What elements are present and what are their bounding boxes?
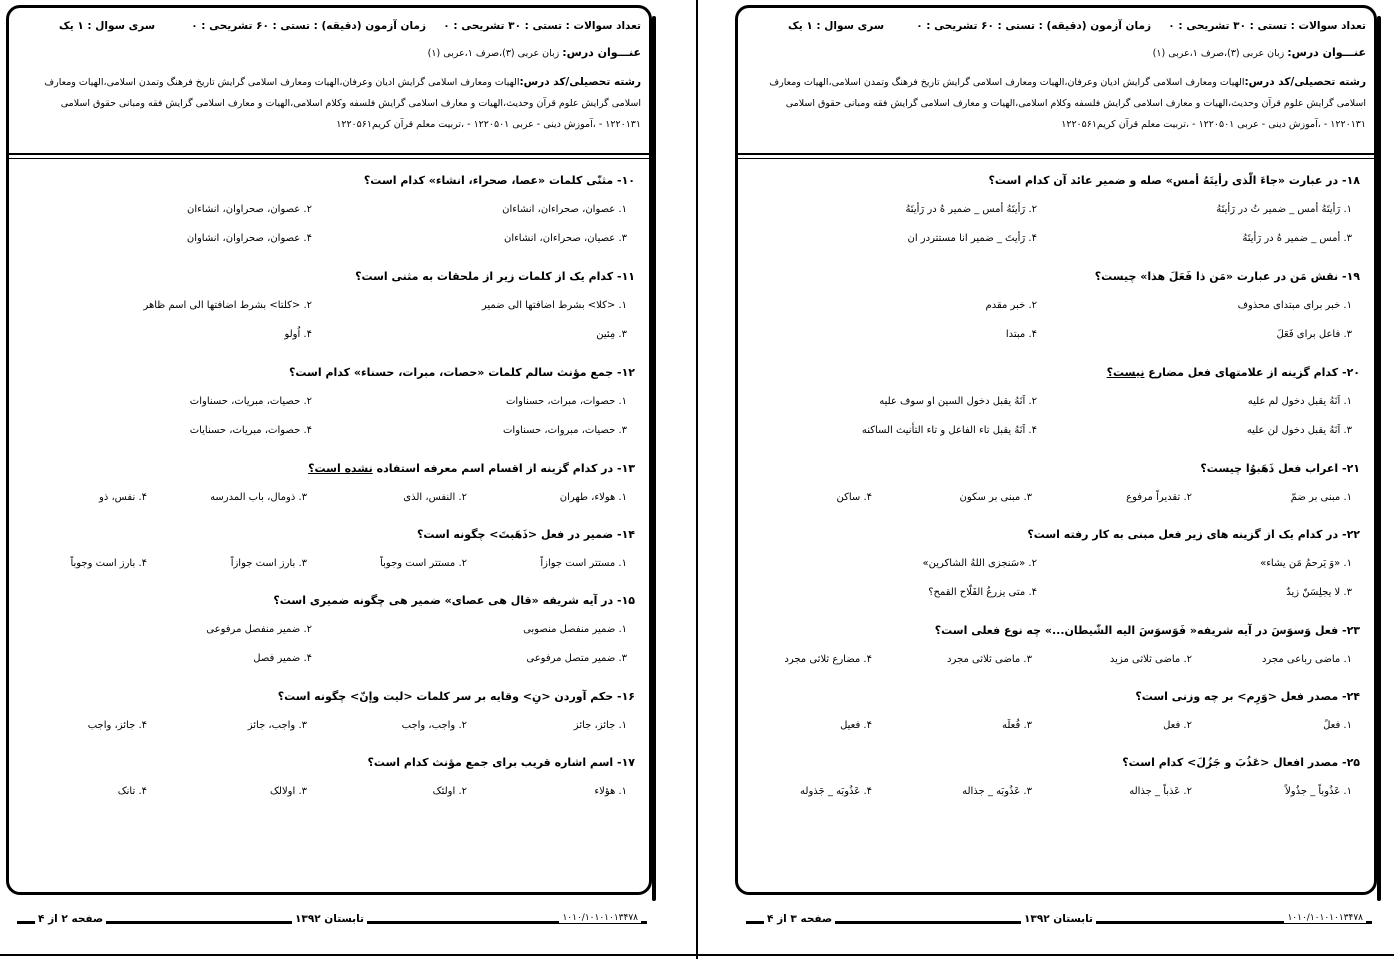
answer-option-1[interactable]: ۱. فعلً bbox=[1323, 720, 1352, 731]
answer-option-2[interactable]: ۲. «سَنجزی اللهُ الشاکرین» bbox=[922, 558, 1037, 569]
page-footer bbox=[746, 913, 1366, 931]
answer-option-3[interactable]: ۳. ضمیر متصل مرفوعی bbox=[526, 653, 627, 664]
question-text: ۱۹- نقش مَن در عبارت «مَن ذا فَعَلَ هذا» چیست؟ bbox=[1094, 270, 1360, 283]
answer-option-2[interactable]: ۲. ضمیر منفصل مرفوعی bbox=[206, 624, 312, 635]
question-block bbox=[9, 360, 649, 456]
question-stem bbox=[417, 528, 635, 541]
course-field-value: الهیات ومعارف اسلامی گرایش ادیان وعرفان،الهیات ومعارف اسلامی گرایش تاریخ فرهنگ وتمدن اسلامی،الهیات ومعارف اسلامی گرایش علوم قرآن وحدیث،الهیات و معارف اسلامی گرایش فلسفه وکلام اسلامی،الهیات و معارف اسلامی گرایش فقه ومبانی حقوق اسلامی ۱۲۲۰۱۳۱ - ،آموزش دینی - عربی ۱۲۲۰۵۰۱ - ،تربیت معلم قرآن کریم۱۲۲۰۵۶۱ bbox=[769, 77, 1366, 130]
question-series: سری سوال : ۱ یک bbox=[59, 20, 156, 32]
exam-header bbox=[738, 8, 1374, 156]
question-stem bbox=[1135, 690, 1360, 703]
question-stem bbox=[273, 594, 635, 607]
course-field bbox=[31, 72, 641, 135]
question-block bbox=[738, 264, 1374, 360]
question-stem bbox=[367, 756, 635, 769]
answer-option-1[interactable]: ۱. ضمیر منفصل منصوبی bbox=[523, 624, 627, 635]
question-block bbox=[738, 750, 1374, 816]
answer-option-2[interactable]: ۲. تقدیراً مرفوع bbox=[1126, 492, 1192, 503]
header-divider bbox=[738, 153, 1374, 159]
answer-option-2[interactable]: ۲. <کلتا> بشرط اضافتها الی اسم ظاهر bbox=[143, 300, 312, 311]
exam-term: تابستان ۱۳۹۲ bbox=[1021, 913, 1096, 925]
answer-option-2[interactable]: ۲. عَذباً _ جذاله bbox=[1129, 786, 1192, 797]
answer-option-2[interactable]: ۲. اَنَهُ یقبل دخول السین او سوف علیه bbox=[879, 396, 1037, 407]
question-series: سری سوال : ۱ یک bbox=[788, 20, 885, 32]
course-title-value: زبان عربی (۳)،صرف ۱،عربی (۱) bbox=[427, 48, 563, 59]
answer-option-1[interactable]: ۱. ماضی رباعی مجرد bbox=[1261, 654, 1352, 665]
exam-code: ۱۰۱۰/۱۰۱۰۱۰۱۳۴۷۸ bbox=[559, 913, 641, 923]
question-text: ۱۶- حکم آوردن <نِ> وقایه بر سر کلمات <لیت وإنّ> چگونه است؟ bbox=[277, 690, 635, 703]
course-field-label: رشته تحصیلی/کد درس: bbox=[519, 76, 641, 88]
answer-option-1[interactable]: ۱. <کلا> بشرط اضافتها الی ضمیر bbox=[481, 300, 627, 311]
answer-option-1[interactable]: ۱. حصوات، مبرات، حسناوات bbox=[505, 396, 627, 407]
question-block bbox=[9, 522, 649, 588]
answer-option-2[interactable]: ۲. فعل bbox=[1163, 720, 1192, 731]
answer-option-3[interactable]: ۳. فاعل برای فَعَلَ bbox=[1276, 329, 1352, 340]
page-number: صفحه ۲ از ۴ bbox=[35, 913, 106, 925]
answer-option-2[interactable]: ۲. رَأیتَهُ أمس _ ضمیر هُ در رَأیتَهُ bbox=[905, 204, 1037, 215]
answer-option-1[interactable]: ۱. هؤلاء bbox=[594, 786, 627, 797]
course-title-label: عنـــوان درس: bbox=[562, 46, 641, 59]
bottom-rule bbox=[0, 954, 1394, 956]
question-count: تعداد سوالات : تستی : ۳۰ تشریحی : ۰ bbox=[443, 20, 641, 32]
exam-header bbox=[9, 8, 649, 156]
question-text: ۱۳- در کدام گزینه از اقسام اسم معرفه استفاده bbox=[372, 462, 635, 475]
answer-option-4[interactable]: ۴. مبتدا bbox=[1005, 329, 1037, 340]
question-stem bbox=[1095, 270, 1360, 283]
question-emphasis: نیست؟ bbox=[1106, 366, 1145, 379]
question-text: ۱۱- کدام یک از کلمات زیر از ملحقات به مثنی است؟ bbox=[355, 270, 635, 283]
question-block bbox=[9, 264, 649, 360]
answer-option-1[interactable]: ۱. خبر برای مبتدای محذوف bbox=[1237, 300, 1352, 311]
course-title-value: زبان عربی (۳)،صرف ۱،عربی (۱) bbox=[1152, 48, 1288, 59]
page-frame bbox=[735, 5, 1377, 925]
page-number: صفحه ۳ از ۴ bbox=[764, 913, 835, 925]
answer-option-4[interactable]: ۴. اَنَهُ یقبل تاء الفاعل و تاء التأنیث الساکنه bbox=[861, 425, 1037, 436]
page-separator bbox=[696, 0, 698, 959]
question-block bbox=[9, 168, 649, 264]
course-title-label: عنـــوان درس: bbox=[1287, 46, 1366, 59]
answer-option-3[interactable]: ۳. لا یجلِسَنّ زیدٌ bbox=[1286, 587, 1352, 598]
question-text: ۲۰- کدام گزینه از علامتهای فعل مضارع bbox=[1144, 366, 1360, 379]
question-block bbox=[738, 456, 1374, 522]
question-stem bbox=[935, 624, 1360, 637]
question-stem bbox=[989, 174, 1361, 187]
question-list bbox=[9, 168, 649, 816]
answer-option-1[interactable]: ۱. رَأیتَهُ أمس _ ضمیر تُ در رَأیتَهُ bbox=[1216, 204, 1352, 215]
question-stem bbox=[355, 270, 635, 283]
answer-option-4[interactable]: ۴. عصوان، صحراوان، انشاوان bbox=[186, 233, 312, 244]
question-text: ۱۴- ضمیر در فعل <ذَهَبتَ> چگونه است؟ bbox=[416, 528, 635, 541]
answer-option-2[interactable]: ۲. النفس، الذی bbox=[403, 492, 467, 503]
answer-option-1[interactable]: ۱. جائز، جائز bbox=[573, 720, 627, 731]
course-field bbox=[756, 72, 1366, 135]
exam-code: ۱۰۱۰/۱۰۱۰۱۰۱۳۴۷۸ bbox=[1284, 913, 1366, 923]
answer-option-4[interactable]: ۴. حصوات، مبریات، حسنایات bbox=[189, 425, 312, 436]
answer-option-2[interactable]: ۲. حصیات، مبریات، حسناوات bbox=[189, 396, 312, 407]
answer-option-3[interactable]: ۳. فُعلَه bbox=[1001, 720, 1032, 731]
question-stem bbox=[289, 366, 635, 379]
question-text: ۲۴- مصدر فعل <وَرِم> بر چه وزنی است؟ bbox=[1135, 690, 1360, 703]
answer-option-1[interactable]: ۱. «وَ یَرحمُ مَن یشاء» bbox=[1260, 558, 1352, 569]
answer-option-1[interactable]: ۱. هولاء، طهران bbox=[559, 492, 627, 503]
answer-option-1[interactable]: ۱. مبنی بر ضمّ bbox=[1290, 492, 1352, 503]
answer-option-1[interactable]: ۱. مستتر است جوازاً bbox=[540, 558, 627, 569]
answer-option-3[interactable]: ۳. واجب، جائز bbox=[247, 720, 307, 731]
answer-option-4[interactable]: ۴. مضارع ثلاثی مجرد bbox=[784, 654, 872, 665]
exam-duration: زمان آزمون (دقیقه) : تستی : ۶۰ تشریحی : ۰ bbox=[916, 20, 1151, 32]
answer-option-4[interactable]: ۴. عَذُوبَه _ جَذوله bbox=[800, 786, 872, 797]
question-text: ۱۰- مثنّی کلمات «عصا، صحراء، انشاء» کدام است؟ bbox=[363, 174, 635, 187]
question-block bbox=[9, 750, 649, 816]
page-footer bbox=[17, 913, 641, 931]
question-block bbox=[738, 522, 1374, 618]
answer-option-2[interactable]: ۲. مستتر است وجوباً bbox=[380, 558, 467, 569]
question-block bbox=[9, 684, 649, 750]
answer-option-1[interactable]: ۱. عَذُوباً _ جذُولاً bbox=[1285, 786, 1352, 797]
frame-shadow bbox=[1377, 16, 1381, 901]
question-text: ۱۵- در آیه شریفه «قال هی عصای» ضمیر هی چگونه ضمیری است؟ bbox=[273, 594, 635, 607]
question-text: ۱۲- جمع مؤنث سالم کلمات «حصات، مبرات، حسناء» کدام است؟ bbox=[289, 366, 635, 379]
course-title bbox=[428, 46, 641, 59]
question-stem bbox=[278, 690, 635, 703]
answer-option-4[interactable]: ۴. فعیل bbox=[840, 720, 872, 731]
frame-shadow bbox=[652, 16, 656, 901]
question-stem bbox=[1200, 462, 1360, 475]
answer-option-3[interactable]: ۳. مبنی بر سکون bbox=[959, 492, 1032, 503]
question-count: تعداد سوالات : تستی : ۳۰ تشریحی : ۰ bbox=[1168, 20, 1366, 32]
exam-duration: زمان آزمون (دقیقه) : تستی : ۶۰ تشریحی : ۰ bbox=[191, 20, 426, 32]
question-stem bbox=[308, 462, 635, 475]
question-stem bbox=[1107, 366, 1360, 379]
answer-option-2[interactable]: ۲. خبر مقدم bbox=[985, 300, 1037, 311]
answer-option-4[interactable]: ۴. اُولو bbox=[284, 329, 312, 340]
answer-option-3[interactable]: ۳. عصیان، صحراءان، انشاءان bbox=[503, 233, 627, 244]
answer-option-3[interactable]: ۳. أمس _ ضمیر هُ در رَأیتَهُ bbox=[1242, 233, 1352, 244]
question-block bbox=[9, 456, 649, 522]
answer-option-3[interactable]: ۳. ماضی ثلاثی مجرد bbox=[947, 654, 1032, 665]
answer-option-4[interactable]: ۴. رَأیتَ _ ضمیر انا مستتردر ان bbox=[907, 233, 1037, 244]
answer-option-4[interactable]: ۴. تانک bbox=[117, 786, 147, 797]
answer-option-3[interactable]: ۳. بارز است جوازاً bbox=[230, 558, 307, 569]
question-text: ۱۸- در عبارت «جاءَ الّذی رأیتَهُ أمس» صله و ضمیر عائد آن کدام است؟ bbox=[988, 174, 1360, 187]
answer-option-4[interactable]: ۴. جائز، واجب bbox=[87, 720, 147, 731]
question-stem bbox=[1122, 756, 1360, 769]
question-block bbox=[9, 588, 649, 684]
header-divider bbox=[9, 153, 649, 159]
question-block bbox=[738, 618, 1374, 684]
course-title bbox=[1153, 46, 1366, 59]
answer-option-1[interactable]: ۱. اَنَهُ یقبل دخول لم علیه bbox=[1247, 396, 1352, 407]
answer-option-4[interactable]: ۴. ساکن bbox=[836, 492, 872, 503]
exam-page-right bbox=[697, 0, 1394, 959]
question-text: ۲۱- اعراب فعل ذَهَبوُا چیست؟ bbox=[1200, 462, 1360, 475]
exam-term: تابستان ۱۳۹۲ bbox=[292, 913, 367, 925]
answer-option-2[interactable]: ۲. ماضی ثلاثی مزید bbox=[1109, 654, 1192, 665]
question-block bbox=[738, 360, 1374, 456]
question-emphasis: نشده است؟ bbox=[308, 462, 373, 475]
course-field-label: رشته تحصیلی/کد درس: bbox=[1244, 76, 1366, 88]
page-frame bbox=[6, 5, 652, 925]
question-text: ۲۳- فعل وَسوَسَ در آیه شریفه« فَوَسوَسَ الیه الشّیطان...» چه نوع فعلی است؟ bbox=[934, 624, 1360, 637]
answer-option-4[interactable]: ۴. بارز است وجوباً bbox=[70, 558, 147, 569]
question-text: ۲۲- در کدام یک از گزینه های زیر فعل مبنی به کار رفته است؟ bbox=[1027, 528, 1360, 541]
question-block bbox=[738, 168, 1374, 264]
question-block bbox=[738, 684, 1374, 750]
answer-option-3[interactable]: ۳. اولالک bbox=[269, 786, 307, 797]
answer-option-3[interactable]: ۳. حصیات، مبروات، حسناوات bbox=[503, 425, 627, 436]
answer-option-3[interactable]: ۳. ذومال، باب المدرسه bbox=[210, 492, 307, 503]
answer-option-4[interactable]: ۴. ضمیر فصل bbox=[253, 653, 312, 664]
answer-option-3[interactable]: ۳. عَذُوبَه _ جذاله bbox=[962, 786, 1032, 797]
answer-option-2[interactable]: ۲. اولئک bbox=[432, 786, 467, 797]
answer-option-3[interactable]: ۳. اَنَهُ یقبل دخول لن علیه bbox=[1246, 425, 1352, 436]
answer-option-4[interactable]: ۴. متی یزرعُ الفَلّاح القمح؟ bbox=[928, 587, 1037, 598]
question-list bbox=[738, 168, 1374, 816]
answer-option-1[interactable]: ۱. عصوان، صحراءان، انشاءان bbox=[502, 204, 627, 215]
question-text: ۲۵- مصدر افعال <عَذُبَ و جَزُلَ> کدام است؟ bbox=[1122, 756, 1360, 769]
question-stem bbox=[1027, 528, 1360, 541]
course-field-value: الهیات ومعارف اسلامی گرایش ادیان وعرفان،الهیات ومعارف اسلامی گرایش تاریخ فرهنگ وتمدن اسلامی،الهیات ومعارف اسلامی گرایش علوم قرآن وحدیث،الهیات و معارف اسلامی گرایش فلسفه وکلام اسلامی،الهیات و معارف اسلامی گرایش فقه ومبانی حقوق اسلامی ۱۲۲۰۱۳۱ - ،آموزش دینی - عربی ۱۲۲۰۵۰۱ - ،تربیت معلم قرآن کریم۱۲۲۰۵۶۱ bbox=[44, 77, 641, 130]
question-text: ۱۷- اسم اشاره قریب برای جمع مؤنث کدام است؟ bbox=[367, 756, 635, 769]
answer-option-2[interactable]: ۲. واجب، واجب bbox=[401, 720, 467, 731]
answer-option-4[interactable]: ۴. نفس، ذو bbox=[98, 492, 147, 503]
question-stem bbox=[364, 174, 635, 187]
answer-option-2[interactable]: ۲. عصوان، صحراوان، انشاءان bbox=[186, 204, 312, 215]
answer-option-3[interactable]: ۳. مِئین bbox=[596, 329, 627, 340]
